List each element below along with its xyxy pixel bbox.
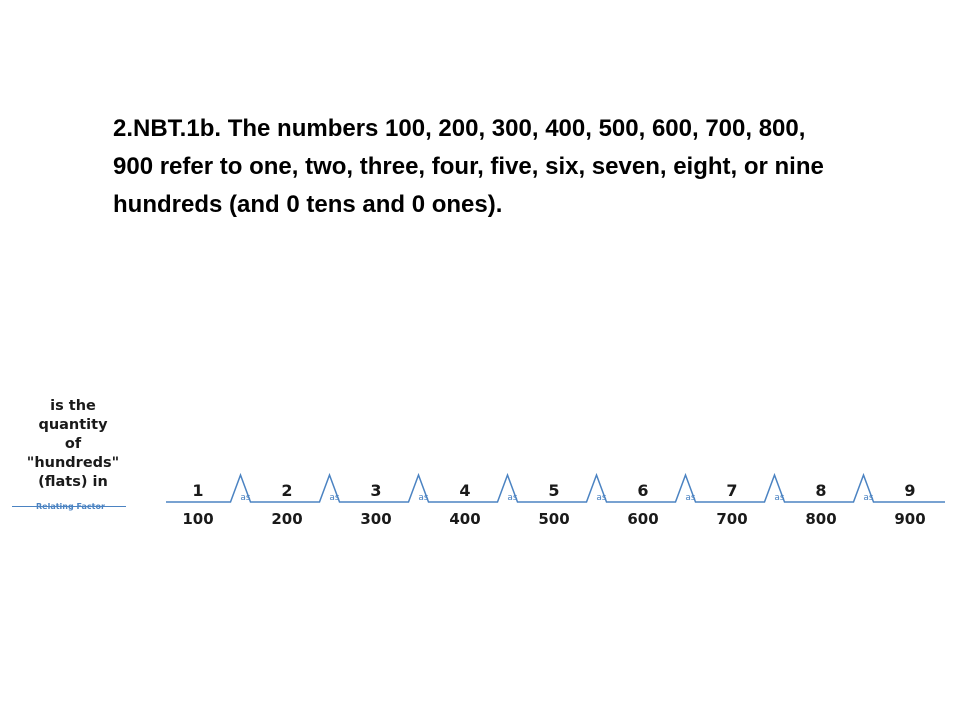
as-connector-label: as [863,493,874,503]
ratio-top-value: 2 [281,481,293,500]
ratio-top-value: 3 [370,481,382,500]
factor-label-line: "hundreds" [26,455,120,471]
ratio-bottom-value: 900 [894,510,926,528]
ratio-bottom-value: 100 [182,510,214,528]
factor-label-line: is the [50,398,96,414]
ratio-bottom-value: 700 [716,510,748,528]
ratio-top-value: 7 [726,481,738,500]
as-connector-label: as [685,493,696,503]
as-connector-label: as [774,493,785,503]
ratio-bottom-value: 400 [449,510,481,528]
as-connector-label: as [240,493,251,503]
ratio-top-value: 6 [637,481,649,500]
factor-label-line: quantity [38,417,108,433]
ratio-bottom-value: 300 [360,510,392,528]
relating-factor-caption: Relating Factor [36,502,105,511]
as-connector-label: as [507,493,518,503]
ratio-bottom-value: 500 [538,510,570,528]
factor-label-line: (flats) in [38,474,108,490]
standard-text: 2.NBT.1b. The numbers 100, 200, 300, 400, 500, 600, 700, 800, 900 refer to one, two, three, four, five, six, seven, eight, or nine hundreds (and 0 tens and 0 ones). [113,115,824,218]
ratio-top-value: 4 [459,481,471,500]
as-connector-label: as [596,493,607,503]
as-connector-label: as [418,493,429,503]
ratio-bottom-value: 800 [805,510,837,528]
ratio-bottom-value: 600 [627,510,659,528]
as-connector-label: as [329,493,340,503]
ratio-top-value: 9 [904,481,916,500]
ratio-top-value: 5 [548,481,560,500]
ratio-top-value: 8 [815,481,827,500]
factor-label-line: of [64,436,82,452]
ratio-bottom-value: 200 [271,510,303,528]
ratio-top-value: 1 [192,481,204,500]
